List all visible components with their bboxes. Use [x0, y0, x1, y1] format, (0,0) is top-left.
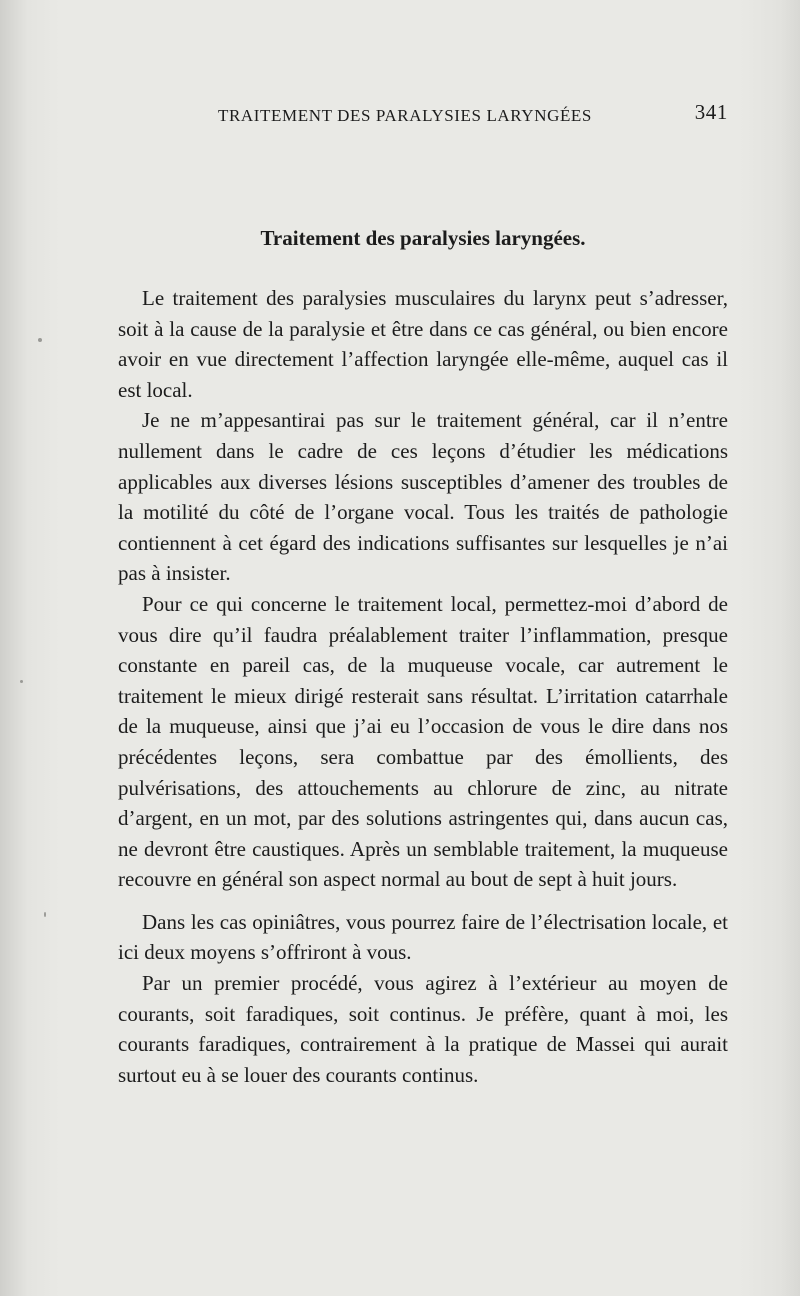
paragraph: Je ne m’appesantirai pas sur le traitement général, car il n’entre nullement dans le cadre de ces leçons d’étudier les médications applicables aux diverses lésions susceptibles d’amener des troubles de la motilité du côté de l’organe vocal. Tous les traités de pathologie contiennent à cet égard des indications suffisantes sur lesquelles je n’ai pas à insister. — [118, 408, 728, 586]
paragraph: Par un premier procédé, vous agirez à l’extérieur au moyen de courants, soit faradiques, soit continus. Je préfère, quant à moi, les courants faradiques, contrairement à la pratique de Massei qui aurait surtout eu à se louer des courants continus. — [118, 971, 728, 1087]
page-number: 341 — [694, 100, 728, 124]
paragraph: Pour ce qui concerne le traitement local, permettez-moi d’abord de vous dire qu’il faudra préalablement traiter l’inflammation, presque constante en pareil cas, de la muqueuse vocale, car autrement le traitement le mieux dirigé resterait sans résultat. L’irritation catarrhale de la muqueuse, ainsi que j’ai eu l’occasion de vous le dire dans nos précédentes leçons, sera combattue par des émollients, des pulvérisations, des attouchements au chlorure de zinc, au nitrate d’argent, en un mot, par des solutions astringentes qui, dans aucun cas, ne devront être caustiques. Après un semblable traitement, la muqueuse recouvre en général son aspect normal au bout de sept à huit jours. — [118, 591, 728, 892]
paper-speck — [44, 912, 46, 917]
section-title: Traitement des paralysies laryngées. — [260, 226, 586, 250]
running-title: TRAITEMENT DES PARALYSIES LARYNGÉES — [218, 106, 592, 125]
paper-speck — [38, 338, 42, 342]
paragraph: Dans les cas opiniâtres, vous pourrez faire de l’électrisation locale, et ici deux moyens s’offriront à vous. — [118, 909, 728, 965]
body-text — [118, 283, 728, 1090]
paragraph: Le traitement des paralysies musculaires du larynx peut s’adresser, soit à la cause de la paralysie et être dans ce cas général, ou bien encore avoir en vue directement l’affection laryngée elle-même, auquel cas il est local. — [118, 286, 728, 402]
paper-speck — [20, 680, 23, 683]
